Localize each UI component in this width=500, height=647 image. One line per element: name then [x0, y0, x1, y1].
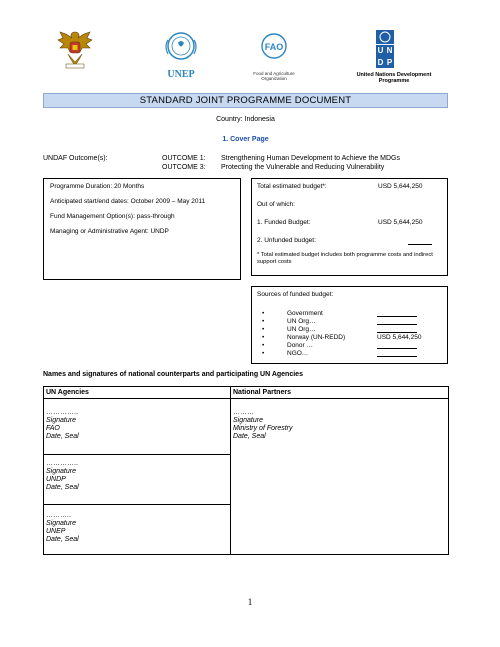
- total-budget-value: USD 5,644,250: [378, 183, 423, 190]
- col-un-agencies: UN Agencies: [44, 387, 231, 399]
- col-national-partners: National Partners: [231, 387, 449, 399]
- sources-heading: Sources of funded budget:: [257, 291, 334, 298]
- garuda-emblem-logo: [56, 28, 94, 70]
- budget-box: [251, 178, 448, 276]
- source-item: • NGO…: [257, 350, 442, 358]
- fao-logo-caption: Food and Agriculture Organization: [253, 71, 295, 81]
- funded-budget-value: USD 5,644,250: [378, 219, 423, 226]
- source-amount-blank: [377, 342, 417, 349]
- undp-logo: [342, 30, 446, 85]
- outcome-3-code: OUTCOME 3:: [162, 164, 206, 171]
- source-item: • Government: [257, 310, 442, 318]
- undp-emblem: [376, 30, 394, 68]
- document-title: STANDARD JOINT PROGRAMME DOCUMENT: [43, 93, 448, 108]
- managing-agent: Managing or Administrative Agent: UNDP: [50, 228, 169, 235]
- sources-box: [251, 286, 448, 364]
- undaf-label: UNDAF Outcome(s):: [43, 155, 108, 162]
- source-amount-blank: [377, 318, 417, 325]
- out-of-which: Out of which:: [257, 201, 295, 208]
- source-item: • Norway (UN-REDD) USD 5,644,250: [262, 334, 422, 341]
- signature-row: [44, 399, 449, 455]
- section-heading: 1. Cover Page: [222, 136, 269, 143]
- signatures-heading: Names and signatures of national counterparts and participating UN Agencies: [43, 371, 303, 378]
- source-name: Norway (UN-REDD): [287, 334, 346, 341]
- country-line: Country: Indonesia: [216, 116, 275, 123]
- signatures-table: [43, 386, 449, 555]
- source-name: NGO…: [287, 350, 309, 357]
- budget-note: * Total estimated budget includes both programme costs and indirect support costs: [257, 252, 433, 265]
- source-item: • UN Org…: [257, 326, 442, 334]
- fao-logo: [249, 32, 299, 82]
- outcome-1-code: OUTCOME 1:: [162, 155, 206, 162]
- undp-logo-caption: United Nations Development Programme: [356, 72, 432, 84]
- total-budget-label: Total estimated budget*:: [257, 183, 327, 190]
- undp-letter-p: P: [386, 58, 393, 67]
- source-item: • UN Org…: [257, 318, 442, 326]
- source-amount-blank: [377, 326, 417, 333]
- programme-duration: Programme Duration: 20 Months: [50, 183, 145, 190]
- funded-budget-label: 1. Funded Budget:: [257, 219, 311, 226]
- programme-details-box: [43, 178, 241, 280]
- outcome-3-text: Protecting the Vulnerable and Reducing Vulnerability: [221, 164, 385, 171]
- unfunded-budget-label: 2. Unfunded budget:: [257, 237, 316, 244]
- signature-cell-ministry: ……… Signature Ministry of Forestry Date, Seal: [231, 399, 449, 555]
- source-name: UN Org…: [287, 326, 316, 333]
- undp-letter-u: U: [377, 46, 384, 55]
- page-number: 1: [247, 597, 253, 607]
- outcome-1-text: Strengthening Human Development to Achieve the MDGs: [221, 155, 400, 162]
- source-name: Donor …: [287, 342, 314, 349]
- source-amount: USD 5,644,250: [377, 334, 422, 341]
- unep-logo-caption: UNEP: [167, 69, 195, 80]
- programme-dates: Anticipated start/end dates: October 2009 – May 2011: [50, 198, 206, 205]
- unfunded-budget-blank: [408, 238, 432, 245]
- unep-logo: [158, 30, 204, 78]
- source-amount-blank: [377, 310, 417, 317]
- signature-cell-undp: ………….. Signature UNDP Date, Seal: [44, 455, 231, 505]
- source-name: Government: [287, 310, 323, 317]
- source-name: UN Org…: [287, 318, 316, 325]
- undp-letter-n: N: [386, 46, 393, 55]
- source-amount-blank: [377, 350, 417, 357]
- signature-cell-unep: ……….. Signature UNEP Date, Seal: [44, 505, 231, 555]
- svg-text:FAO: FAO: [264, 42, 284, 52]
- source-item: • Donor …: [257, 342, 442, 350]
- signature-cell-fao: ………….. Signature FAO Date, Seal: [44, 399, 231, 455]
- sources-list: [257, 310, 442, 358]
- signatures-header-row: [44, 387, 449, 399]
- undp-letter-d: D: [377, 58, 384, 67]
- fund-management-option: Fund Management Option(s): pass-through: [50, 213, 175, 220]
